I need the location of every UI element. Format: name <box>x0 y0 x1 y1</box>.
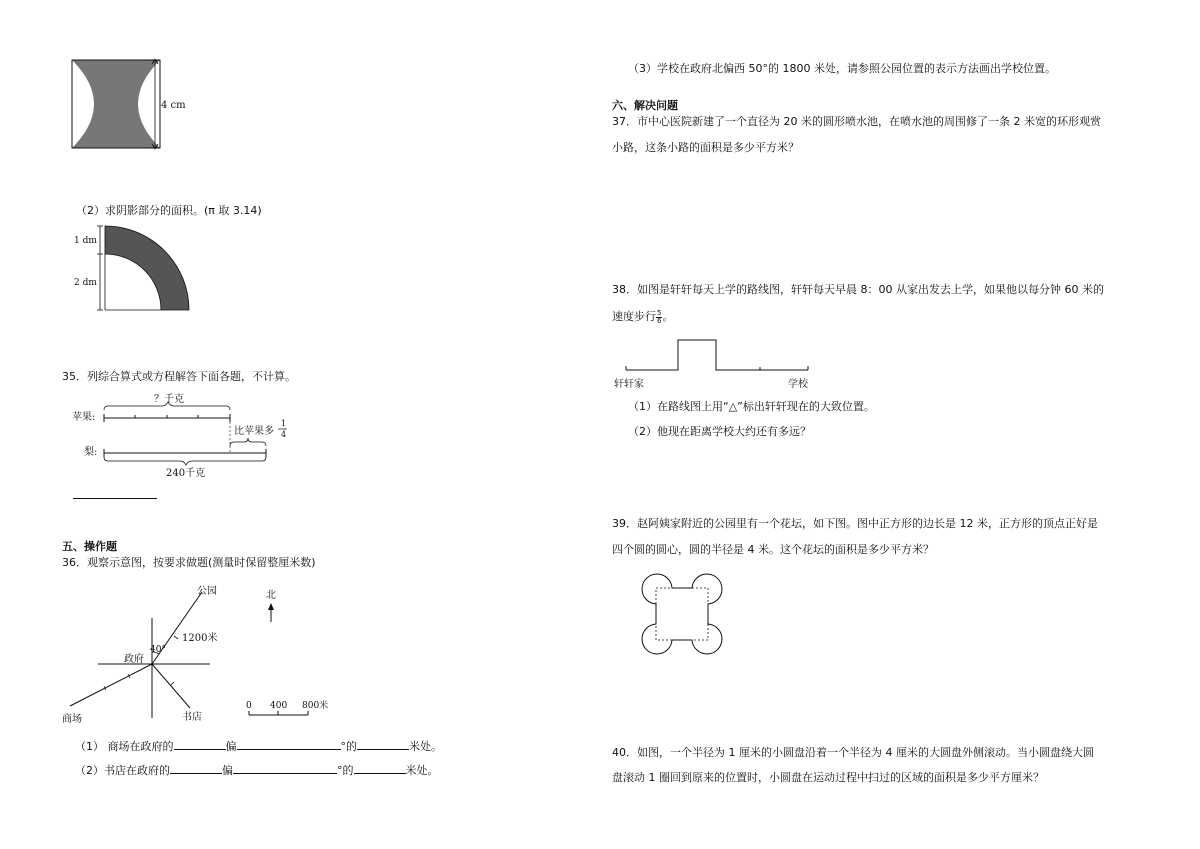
scale-0: 0 <box>246 701 252 711</box>
answer-line[interactable] <box>73 498 157 499</box>
figure-flower-bed <box>632 566 732 664</box>
figure-route-map <box>612 332 822 394</box>
blank-angle-2[interactable] <box>233 762 337 774</box>
q38-line1: 38．如图是轩轩每天上学的路线图，轩轩每天早晨 8：00 从家出发去上学，如果他以每分钟 60 米的 <box>612 283 1104 296</box>
scale-400: 400 <box>270 701 288 711</box>
unknown-label: ？千克 <box>154 394 184 405</box>
more-prefix: 比苹果多 <box>234 426 274 437</box>
figure-quarter-ring <box>70 220 200 318</box>
q36-line2-d: 米处。 <box>405 764 439 777</box>
q37-line2: 小路，这条小路的面积是多少平方米？ <box>612 141 799 154</box>
q36-text: 36．观察示意图，按要求做题(测量时保留整厘米数) <box>62 556 316 569</box>
mall-label: 商场 <box>62 714 82 725</box>
angle-label: 40° <box>150 645 166 655</box>
q40-line1: 40．如图，一个半径为 1 厘米的小圆盘沿着一个半径为 4 厘米的大圆盘外侧滚动。当小圆盘绕大圆 <box>612 746 1094 759</box>
q36-line1-a: （1） 商场在政府的 <box>75 740 174 753</box>
q36-line2-c: °的 <box>337 764 354 777</box>
q36-line2-b: 偏 <box>222 764 233 777</box>
park-label: 公园 <box>197 586 217 597</box>
q38-frac-num: 5 <box>657 308 662 317</box>
apple-label: 苹果: <box>72 412 96 423</box>
q40-line2: 盘滚动 1 圈回到原来的位置时，小圆盘在运动过程中扫过的区域的面积是多少平方厘米？ <box>612 771 1044 784</box>
figure-segment-diagram <box>62 388 312 480</box>
q36-line2-a: （2）书店在政府的 <box>75 764 170 777</box>
more-frac-den: 4 <box>281 430 287 439</box>
q38-frac-den: 6 <box>657 316 662 325</box>
q35-text: 35．列综合算式或方程解答下面各题，不计算。 <box>62 370 296 383</box>
school-label: 学校 <box>788 379 808 390</box>
blank-direction-1[interactable] <box>174 738 226 750</box>
q37-line1: 37．市中心医院新建了一个直径为 20 米的圆形喷水池，在喷水池的周围修了一条 2 米宽的环形观赏 <box>612 115 1101 128</box>
blank-direction-2[interactable] <box>170 762 222 774</box>
bookstore-label: 书店 <box>182 712 202 723</box>
q39-line2: 四个圆的圆心，圆的半径是 4 米。这个花坛的面积是多少平方米？ <box>612 543 934 556</box>
blank-distance-1[interactable] <box>357 738 409 750</box>
distance-label: 1200米 <box>182 633 218 644</box>
q34-2-text: （2）求阴影部分的面积。(π 取 3.14) <box>76 204 262 217</box>
q36-line1-d: 米处。 <box>409 740 442 753</box>
blank-angle-1[interactable] <box>237 738 341 750</box>
q39-line1: 39．赵阿姨家附近的公园里有一个花坛，如下图。图中正方形的边长是 12 米，正方形的顶点正好是 <box>612 517 1098 530</box>
figure-square-shaded <box>62 52 202 156</box>
label-2dm: 2 dm <box>74 278 97 288</box>
figure-direction-map <box>58 578 348 728</box>
label-1dm: 1 dm <box>74 236 97 246</box>
home-label: 轩轩家 <box>614 379 644 390</box>
north-label: 北 <box>266 590 276 601</box>
section-5-title: 五、操作题 <box>62 540 117 553</box>
more-frac-num: 1 <box>281 419 287 428</box>
q38-sub2: （2）他现在距离学校大约还有多远？ <box>628 425 811 438</box>
pear-label: 梨: <box>84 447 98 458</box>
north-arrow-icon <box>268 603 274 610</box>
q36-line3: （3）学校在政府北偏西 50°的 1800 米处，请参照公园位置的表示方法画出学校位置。 <box>628 62 1056 75</box>
pear-total-label: 240千克 <box>166 468 206 479</box>
q38-line2 <box>612 303 673 331</box>
q36-line2 <box>75 762 439 779</box>
dim-label-4cm: 4 cm <box>161 100 186 111</box>
q36-line1-b: 偏 <box>225 740 237 753</box>
government-label: 政府 <box>124 654 144 665</box>
section-6-title: 六、解决问题 <box>612 99 678 112</box>
blank-distance-2[interactable] <box>354 762 406 774</box>
q36-line1 <box>75 738 442 755</box>
q36-line1-c: °的 <box>340 740 357 753</box>
scale-800: 800米 <box>302 701 329 711</box>
q38-line2-prefix: 速度步行 <box>612 310 656 323</box>
q38-sub1: （1）在路线图上用“△”标出轩轩现在的大致位置。 <box>628 400 875 413</box>
q38-line2-suffix: 。 <box>662 310 674 323</box>
